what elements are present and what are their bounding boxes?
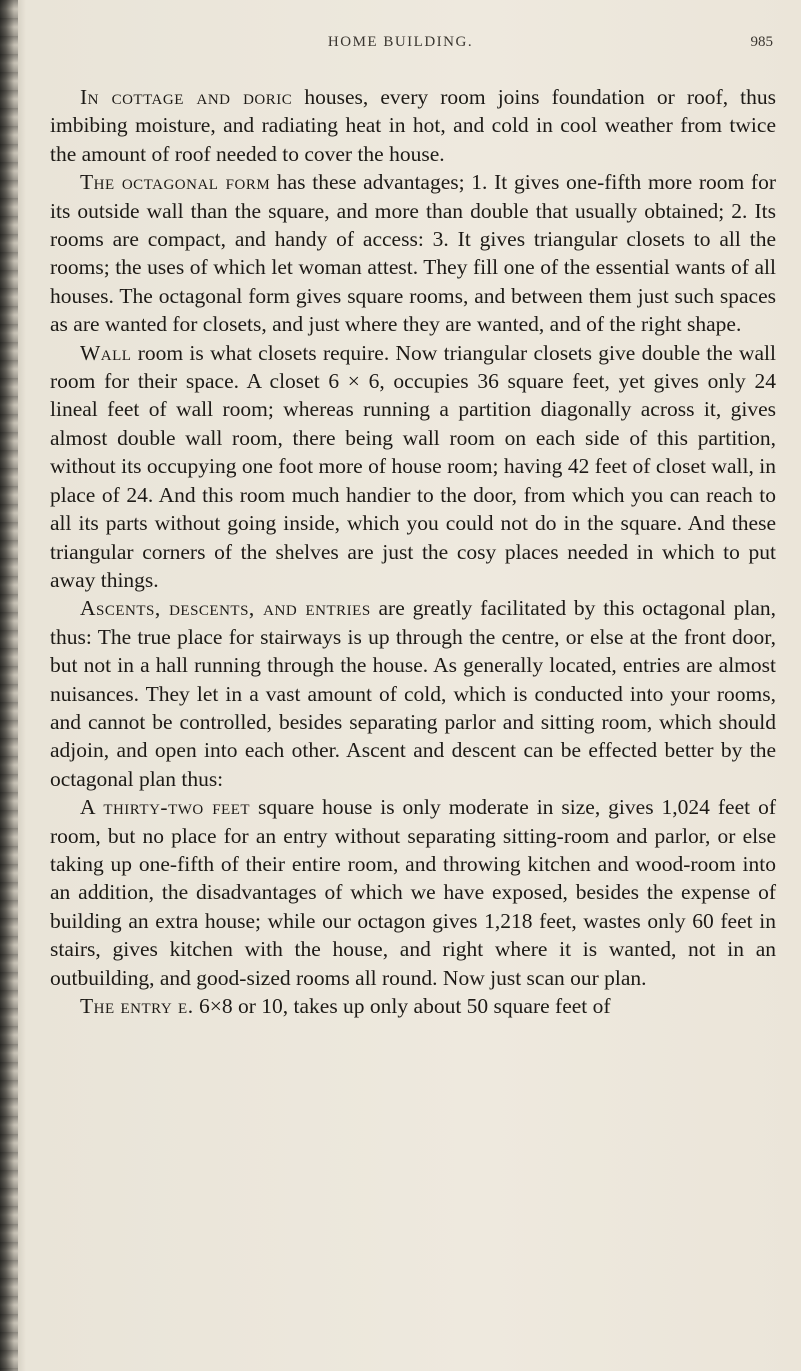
paragraph-text: houses, every room joins foundation or roof, thus imbibing moisture, and radiating heat in hot, and cold in cool weather from twice the amount of roof needed to cover the house. xyxy=(50,85,777,166)
paragraph xyxy=(50,594,776,793)
paragraph xyxy=(50,793,776,992)
paragraph-text: square house is only moderate in size, gives 1,024 feet of room, but no place for an entry without separating sitting-room and parlor, or else taking up one-fifth of their entire room, and throwing kitchen and wood-room into an addition, the disadvantages of which we have exposed, besides the expense of building an extra house; while our octagon gives 1,218 feet, wastes only 60 feet in stairs, gives kitchen with the house, and right where it is wanted, not in an outbuilding, and good-sized rooms all round. Now just scan our plan. xyxy=(50,795,776,990)
paragraph xyxy=(50,992,776,1020)
paragraph-lead: A thirty-two feet xyxy=(80,795,251,820)
paragraph-lead: The entry e. xyxy=(80,994,194,1018)
paragraph-lead: Wall xyxy=(80,340,132,365)
page-header xyxy=(0,34,801,58)
binding-shadow xyxy=(0,0,18,1371)
running-head: HOME BUILDING. xyxy=(327,34,474,50)
paragraph-lead: In cottage and doric xyxy=(80,85,293,109)
paragraph-text: 6×8 or 10, takes up only about 50 square feet of xyxy=(193,994,611,1018)
paragraph xyxy=(50,168,776,338)
body-text xyxy=(50,83,776,1020)
paragraph-lead: Ascents, descents, and entries xyxy=(80,596,371,621)
paragraph xyxy=(50,83,776,168)
page-number: 985 xyxy=(750,34,773,50)
paragraph-text: are greatly facilitated by this octagonal plan, thus: The true place for stairways is up through the centre, or else at the front door, but not in a hall running through the house. As generally located, entries are almost nuisances. They let in a vast amount of cold, which is conducted into your rooms, and cannot be controlled, besides separating parlor and sitting room, which should adjoin, and open into each other. Ascent and descent can be effected better by the octagonal plan thus: xyxy=(50,596,776,791)
paragraph xyxy=(50,339,776,595)
paragraph-text: has these advantages; 1. It gives one-fifth more room for its outside wall than the square, and more than double that usually obtained; 2. Its rooms are compact, and handy of access: 3. It gives triangular closets to all the rooms; the uses of which let woman attest. They fill one of the essential wants of all houses. The octagonal form gives square rooms, and between them just such spaces as are wanted for closets, and just where they are wanted, and of the right shape. xyxy=(50,170,776,337)
paragraph-text: room is what closets require. Now triangular closets give double the wall room for their space. A closet 6 × 6, occupies 36 square feet, yet gives only 24 lineal feet of wall room; whereas running a partition diagonally across it, gives almost double wall room, there being wall room on each side of this partition, without its occupying one foot more of house room; having 42 feet of closet wall, in place of 24. And this room much handier to the door, from which you can reach to all its parts without going inside, which you could not do in the square. And these triangular corners of the shelves are just the cosy places needed in which to put away things. xyxy=(50,340,776,592)
paragraph-lead: The octagonal form xyxy=(80,170,271,195)
